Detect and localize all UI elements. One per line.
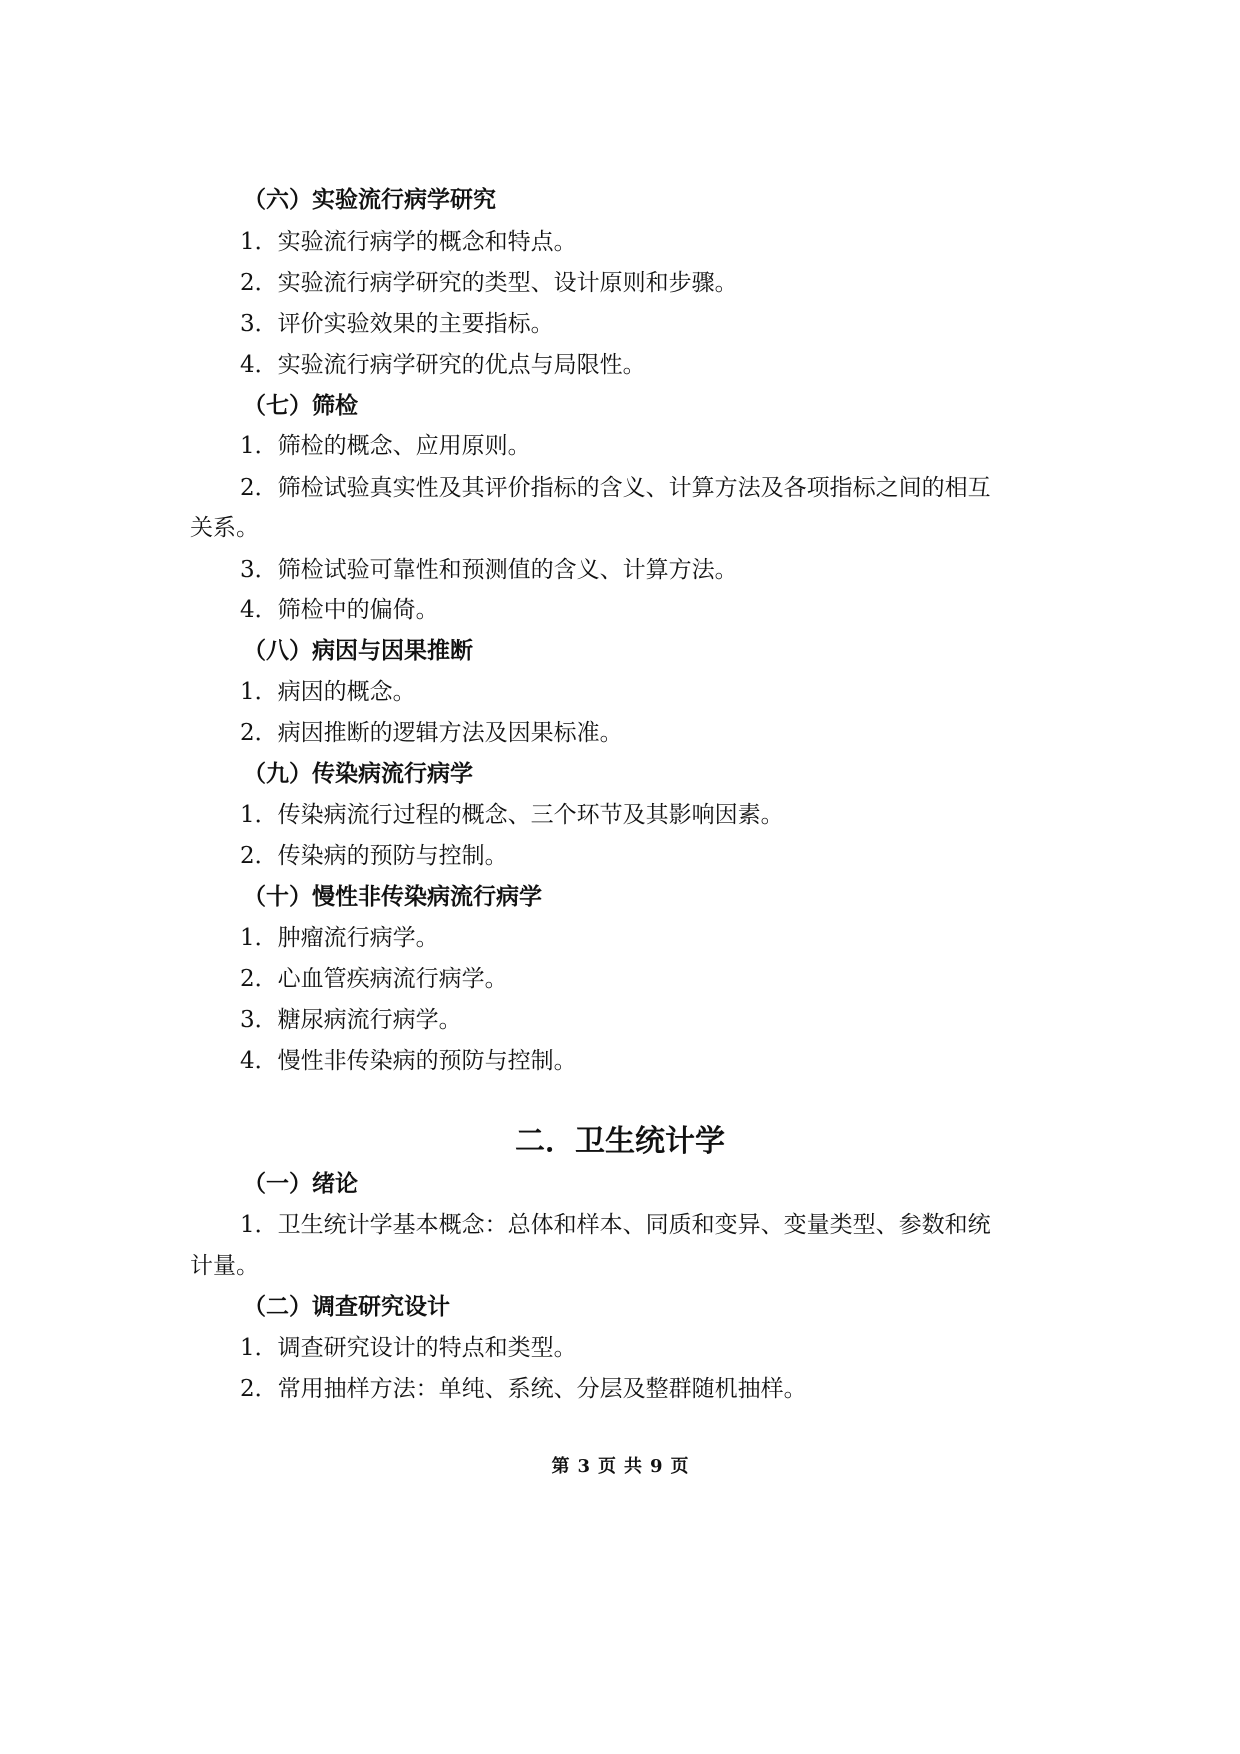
footer-mid: 页 — [598, 1456, 616, 1477]
list-item: 4．筛检中的偏倚。 — [240, 597, 439, 623]
list-item: 1．实验流行病学的概念和特点。 — [240, 229, 577, 255]
list-item-continuation: 计量。 — [190, 1253, 259, 1279]
section-heading: （九）传染病流行病学 — [243, 760, 473, 787]
footer-prefix: 第 — [551, 1456, 570, 1477]
list-item: 1．病因的概念。 — [240, 679, 416, 705]
section-heading: （二）调查研究设计 — [243, 1293, 450, 1320]
footer-page-number: 3 — [577, 1456, 590, 1477]
list-item: 2．病因推断的逻辑方法及因果标准。 — [240, 720, 623, 746]
list-item: 2．心血管疾病流行病学。 — [240, 966, 508, 992]
list-item: 4．慢性非传染病的预防与控制。 — [240, 1048, 577, 1074]
list-item: 2．常用抽样方法：单纯、系统、分层及整群随机抽样。 — [240, 1376, 807, 1402]
list-item: 2．实验流行病学研究的类型、设计原则和步骤。 — [240, 270, 738, 296]
list-item: 1．筛检的概念、应用原则。 — [240, 433, 531, 459]
list-item: 3．筛检试验可靠性和预测值的含义、计算方法。 — [240, 557, 738, 583]
list-item: 1．传染病流行过程的概念、三个环节及其影响因素。 — [240, 802, 784, 828]
footer-total-label: 共 — [624, 1456, 642, 1477]
list-item: 3．糖尿病流行病学。 — [240, 1007, 462, 1033]
list-item: 1．调查研究设计的特点和类型。 — [240, 1335, 577, 1361]
list-item: 1．卫生统计学基本概念：总体和样本、同质和变异、变量类型、参数和统 — [240, 1212, 991, 1238]
list-item-continuation: 关系。 — [190, 515, 259, 541]
list-item: 2．传染病的预防与控制。 — [240, 843, 508, 869]
list-item: 2．筛检试验真实性及其评价指标的含义、计算方法及各项指标之间的相互 — [240, 475, 991, 501]
chapter-title: 二．卫生统计学 — [515, 1124, 725, 1159]
page-footer — [0, 1455, 1240, 1479]
list-item: 4．实验流行病学研究的优点与局限性。 — [240, 352, 646, 378]
section-heading: （十）慢性非传染病流行病学 — [243, 883, 542, 910]
section-heading: （八）病因与因果推断 — [243, 637, 473, 664]
section-heading: （六）实验流行病学研究 — [243, 186, 496, 213]
list-item: 1．肿瘤流行病学。 — [240, 925, 439, 951]
footer-suffix: 页 — [670, 1456, 689, 1477]
section-heading: （七）筛检 — [243, 392, 358, 419]
footer-total-pages: 9 — [650, 1456, 663, 1477]
list-item: 3．评价实验效果的主要指标。 — [240, 311, 554, 337]
section-heading: （一）绪论 — [243, 1170, 358, 1197]
